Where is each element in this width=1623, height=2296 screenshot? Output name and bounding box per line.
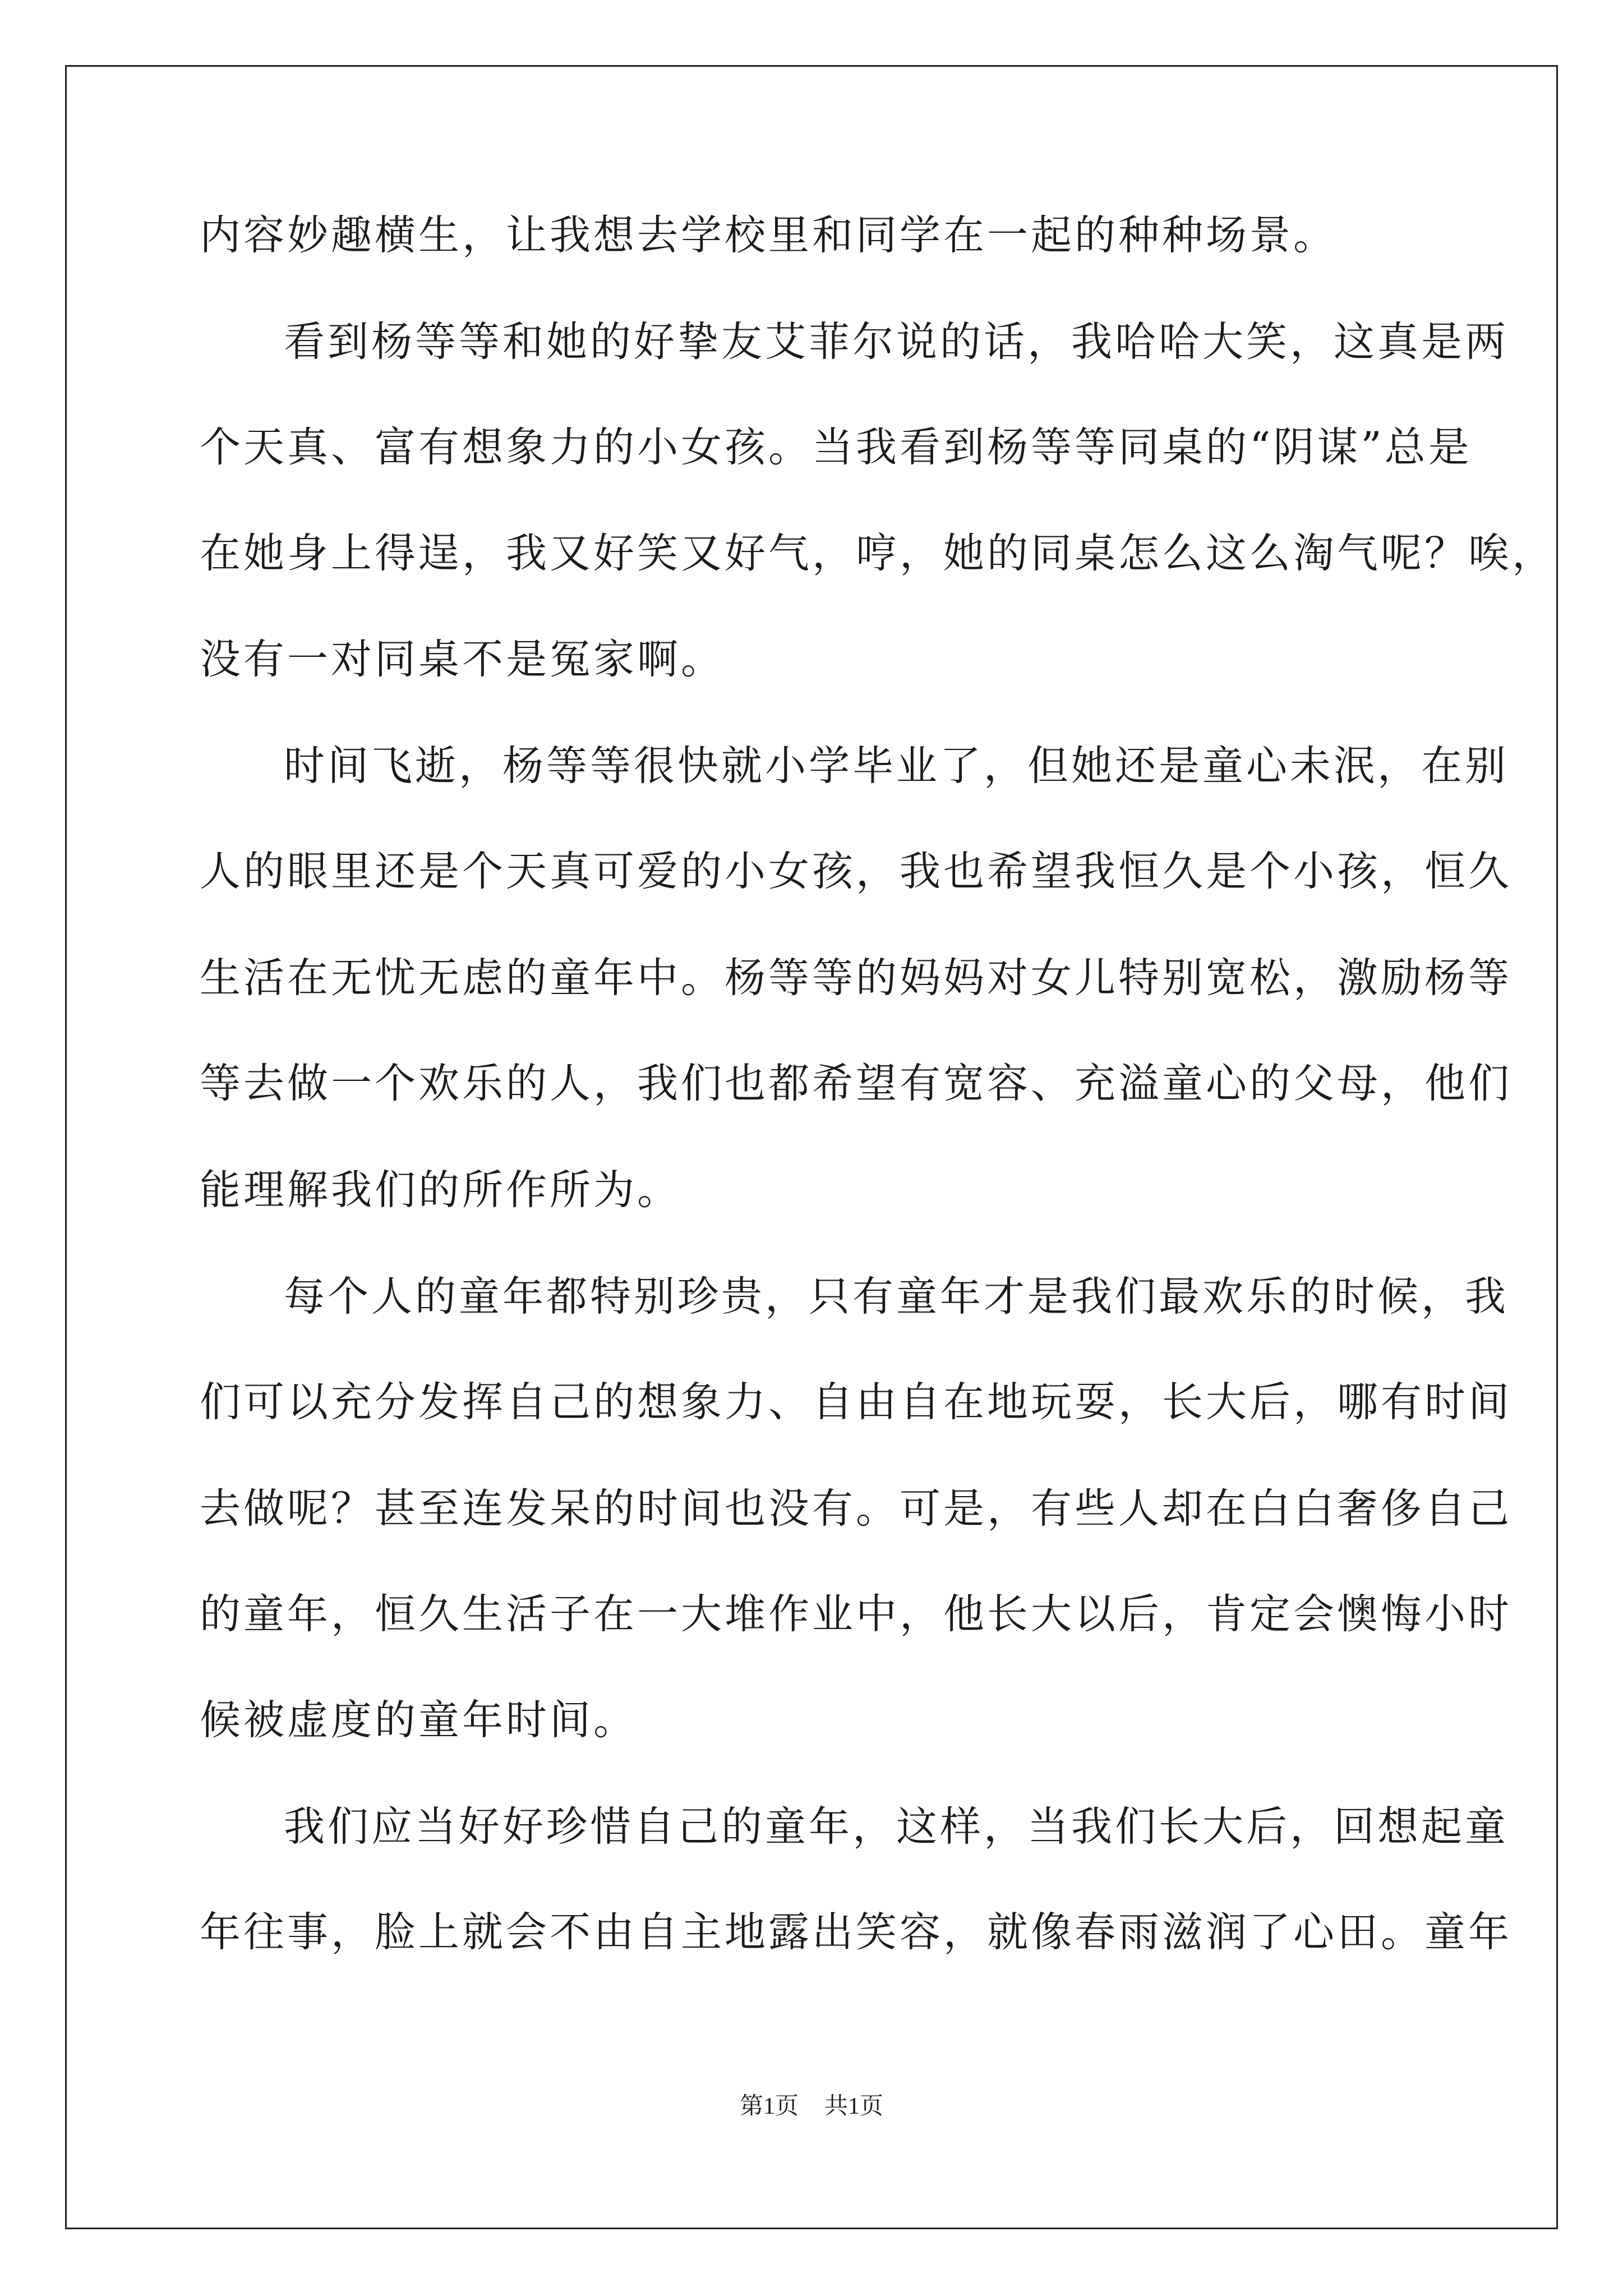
text-line: 生活在无忧无虑的童年中。杨等等的妈妈对女儿特别宽松，激励杨等 <box>200 954 1512 1002</box>
text-line: 去做呢？甚至连发呆的时间也没有。可是，有些人却在白白奢侈自己 <box>200 1485 1512 1533</box>
text-line: 等去做一个欢乐的人，我们也都希望有宽容、充溢童心的父母，他们 <box>200 1060 1512 1107</box>
page-number-current: 第1页 <box>739 2093 799 2119</box>
text-line: 没有一对同桌不是冤家啊。 <box>200 636 725 683</box>
paragraph-start-line: 看到杨等等和她的好挚友艾菲尔说的话，我哈哈大笑，这真是两 <box>284 318 1509 366</box>
text-line: 人的眼里还是个天真可爱的小女孩，我也希望我恒久是个小孩，恒久 <box>200 848 1512 895</box>
paragraph-start-line: 我们应当好好珍惜自己的童年，这样，当我们长大后，回想起童 <box>284 1803 1509 1851</box>
text-line: 在她身上得逞，我又好笑又好气，哼，她的同桌怎么这么淘气呢？唉， <box>200 530 1556 577</box>
paragraph-start-line: 每个人的童年都特别珍贵，只有童年才是我们最欢乐的时候，我 <box>284 1273 1509 1320</box>
text-line: 能理解我们的所作所为。 <box>200 1166 681 1214</box>
text-line: 年往事，脸上就会不由自主地露出笑容，就像春雨滋润了心田。童年 <box>200 1908 1512 1956</box>
text-line: 个天真、富有想象力的小女孩。当我看到杨等等同桌的“阴谋”总是 <box>200 424 1472 471</box>
text-line: 的童年，恒久生活子在一大堆作业中，他长大以后，肯定会懊悔小时 <box>200 1590 1512 1638</box>
page-number-total: 共1页 <box>824 2093 884 2119</box>
text-line: 们可以充分发挥自己的想象力、自由自在地玩耍，长大后，哪有时间 <box>200 1378 1512 1426</box>
text-line: 内容妙趣横生，让我想去学校里和同学在一起的种种场景。 <box>200 211 1337 259</box>
paragraph-start-line: 时间飞逝，杨等等很快就小学毕业了，但她还是童心未泯，在别 <box>284 742 1509 790</box>
page-footer <box>0 2090 1623 2123</box>
text-line: 候被虚度的童年时间。 <box>200 1696 637 1744</box>
